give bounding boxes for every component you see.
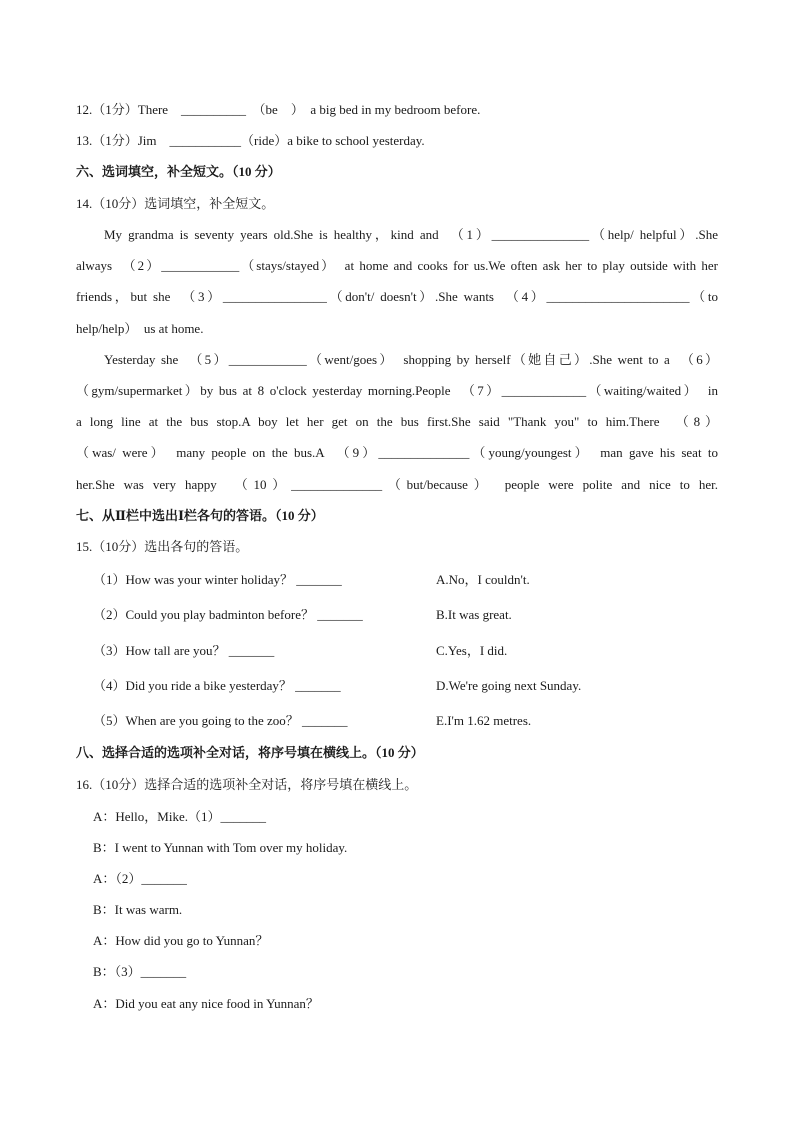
match-answer: B.It was great.: [436, 607, 512, 622]
passage-line: friends，but she （3）________________（don't/ doesn't）.She wants （4）______________________（to: [76, 289, 718, 304]
match-question: （3）How tall are you？ _______: [93, 643, 275, 658]
match-answer: E.I'm 1.62 metres.: [436, 713, 532, 728]
dialog-line: A：Hello，Mike.（1）_______: [93, 809, 266, 824]
match-question: （5）When are you going to the zoo？ _______: [93, 713, 348, 728]
question-14-prompt: 14.（10分）选词填空，补全短文。: [76, 196, 275, 211]
passage-line: always （2）____________（stays/stayed） at home and cooks for us.We often ask her to play outside with her: [76, 258, 718, 273]
question-15-prompt: 15.（10分）选出各句的答语。: [76, 539, 249, 554]
match-question: （4）Did you ride a bike yesterday？ _______: [93, 678, 341, 693]
section-8-heading: 八、选择合适的选项补全对话，将序号填在横线上。（10 分）: [76, 745, 424, 760]
section-6-heading: 六、选词填空，补全短文。（10 分）: [76, 164, 281, 179]
question-12: 12.（1分）There __________ （be ） a big bed in my bedroom before.: [76, 102, 481, 117]
match-answer: C.Yes，I did.: [436, 643, 508, 658]
dialog-line: A：Did you eat any nice food in Yunnan？: [93, 996, 319, 1011]
passage-line: （was/ were） many people on the bus.A （9）______________（young/youngest） man gave his seat to: [76, 445, 718, 460]
dialog-line: A：（2）_______: [93, 871, 187, 886]
match-answer: A.No，I couldn't.: [436, 572, 530, 587]
match-question: （1）How was your winter holiday？ _______: [93, 572, 342, 587]
dialog-line: A：How did you go to Yunnan？: [93, 933, 269, 948]
dialog-line: B：（3）_______: [93, 964, 187, 979]
dialog-line: B：It was warm.: [93, 902, 183, 917]
match-question: （2）Could you play badminton before？ _______: [93, 607, 363, 622]
dialog-line: B：I went to Yunnan with Tom over my holiday.: [93, 840, 348, 855]
question-16-prompt: 16.（10分）选择合适的选项补全对话，将序号填在横线上。: [76, 777, 418, 792]
passage-line: her.She was very happy （10）______________（but/because） people were polite and nice to her.: [76, 477, 718, 492]
passage-line: a long line at the bus stop.A boy let her get on the bus first.She said "Thank you" to him.There （8）: [76, 414, 718, 429]
passage-line: help/help） us at home.: [76, 321, 204, 336]
passage-line: （gym/supermarket）by bus at 8 o'clock yesterday morning.People （7）_____________（waiting/waited） in: [76, 383, 718, 398]
section-7-heading: 七、从Ⅱ栏中选出Ⅰ栏各句的答语。（10 分）: [76, 508, 324, 523]
passage-line: My grandma is seventy years old.She is healthy，kind and （1）_______________（help/ helpful）.She: [104, 227, 718, 242]
match-answer: D.We're going next Sunday.: [436, 678, 582, 693]
question-13: 13.（1分）Jim ___________（ride）a bike to school yesterday.: [76, 133, 425, 148]
passage-line: Yesterday she （5）____________（went/goes） shopping by herself（她自己）.She went to a （6）: [104, 352, 718, 367]
